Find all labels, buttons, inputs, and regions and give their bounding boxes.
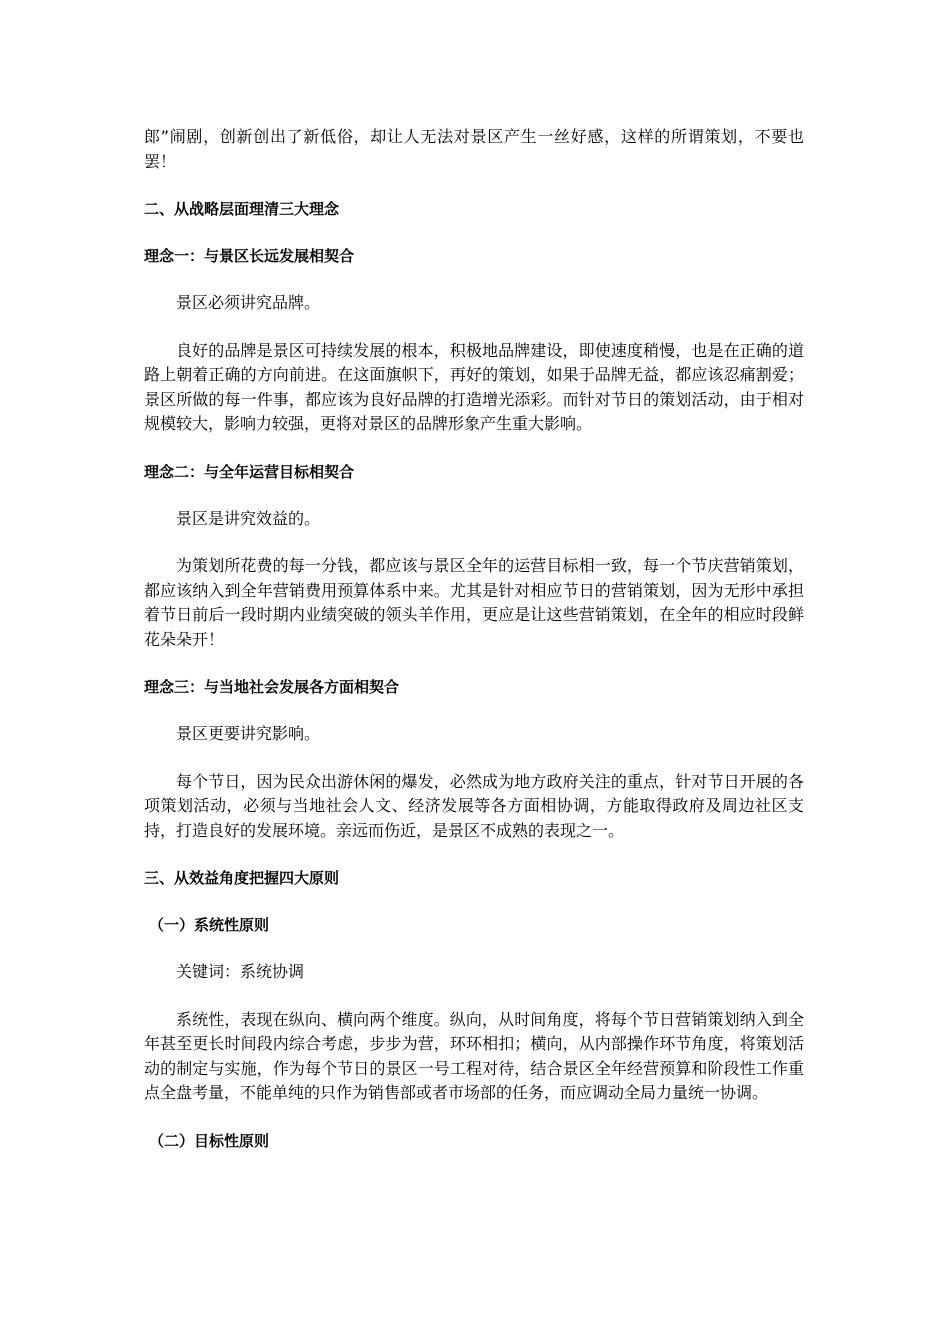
section-heading-principles: 三、从效益角度把握四大原则 [144,869,340,887]
concept-heading-1: 理念一：与景区长远发展相契合 [144,247,355,265]
principle-heading-2: （二）目标性原则 [149,1131,270,1150]
paragraph-intro: 郎”闹剧，创新创出了新低俗，却让人无法对景区产生一丝好感，这样的所谓策划，不要也罢！ [144,127,804,171]
concept-heading-3: 理念三：与当地社会发展各方面相契合 [144,678,400,696]
paragraph-brand-long: 良好的品牌是景区可持续发展的根本，积极地品牌建设，即使速度稍慢，也是在正确的道路上朝着正确的方向前进。在这面旗帜下，再好的策划，如果于品牌无益，都应该忍痛割爱；景区所做的每一件事，都应该为良好品牌的打造增光添彩。而针对节日的策划活动，由于相对规模较大，影响力较强，更将对景区的品牌形象产生重大影响。 [144,340,804,433]
paragraph-system-long: 系统性，表现在纵向、横向两个维度。纵向，从时间角度，将每个节日营销策划纳入到全年甚至更长时间段内综合考虑，步步为营，环环相扣；横向，从内部操作环节角度，将策划活动的制定与实施，作为每个节日的景区一号工程对待，结合景区全年经营预算和阶段性工作重点全盘考量，不能单纯的只作为销售部或者市场部的任务，而应调动全局力量统一协调。 [144,1009,804,1102]
paragraph-benefit-long: 为策划所花费的每一分钱，都应该与景区全年的运营目标相一致，每一个节庆营销策划，都应该纳入到全年营销费用预算体系中来。尤其是针对相应节日的营销策划，因为无形中承担着节日前后一段时期内业绩突破的领头羊作用，更应是让这些营销策划，在全年的相应时段鲜花朵朵开！ [144,556,804,649]
paragraph-impact-short: 景区更要讲究影响。 [176,724,321,743]
document-page [144,125,804,1153]
paragraph-keyword-1: 关键词：系统协调 [176,962,305,981]
paragraph-benefit-short: 景区是讲究效益的。 [176,508,321,528]
principle-heading-1: （一）系统性原则 [149,916,270,934]
paragraph-brand-short: 景区必须讲究品牌。 [176,293,321,312]
section-heading-strategy: 二、从战略层面理清三大理念 [144,200,340,218]
concept-heading-2: 理念二：与全年运营目标相契合 [144,462,355,481]
paragraph-impact-long: 每个节日，因为民众出游休闲的爆发，必然成为地方政府关注的重点，针对节日开展的各项策划活动，必须与当地社会人文、经济发展等各方面相协调，方能取得政府及周边社区支持，打造良好的发展环境。亲远而伤近，是景区不成熟的表现之一。 [144,771,804,840]
